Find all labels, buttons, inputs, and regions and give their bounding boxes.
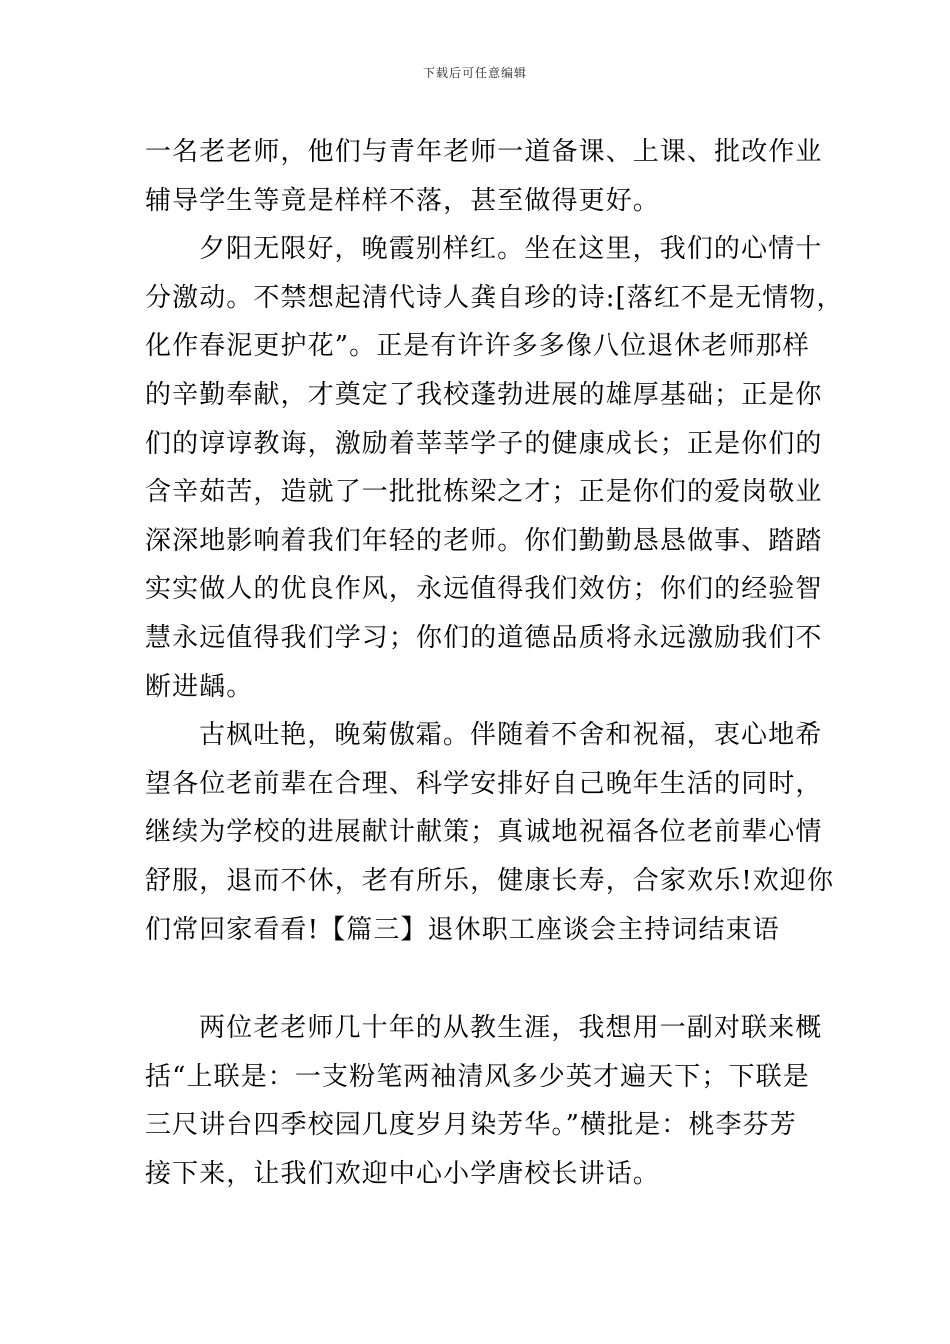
text-line: 含辛茹苦，造就了一批批栋梁之才；正是你们的爱岗敬业 <box>145 477 823 508</box>
text-line: 舒服，退而不休，老有所乐，健康长寿，合家欢乐!欢迎你 <box>145 865 835 896</box>
document-body <box>145 128 844 1198</box>
text-line: 接下来，让我们欢迎中心小学唐校长讲话。 <box>145 1158 660 1189</box>
text-line: 化作春泥更护花”。正是有许许多多像八位退休老师那样 <box>145 331 810 362</box>
text-line: 实实做人的优良作风，永远值得我们效仿；你们的经验智 <box>145 574 823 605</box>
text-line: 一名老老师，他们与青年老师一道备课、上课、批改作业 <box>145 137 823 167</box>
text-line: 夕阳无限好，晚霞别样红。坐在这里，我们的心情十 <box>199 234 823 265</box>
text-line: 深深地影响着我们年轻的老师。你们勤勤恳恳做事、踏踏 <box>145 525 823 556</box>
paragraph-1 <box>145 128 823 225</box>
text-line: 断进龋。 <box>145 671 254 702</box>
text-line: 三尺讲台四季校园几度岁月染芳华。”横批是：桃李芬芳 <box>145 1110 797 1141</box>
text-line: 辅导学生等竟是样样不落，甚至做得更好。 <box>145 185 660 216</box>
text-line: 继续为学校的进展献计献策；真诚地祝福各位老前辈心情 <box>145 817 823 848</box>
paragraph-2 <box>145 225 844 711</box>
text-line: 的辛勤奉献，才奠定了我校蓬勃进展的雄厚基础；正是你 <box>145 379 823 410</box>
paragraph-4 <box>145 1004 823 1198</box>
text-line: 古枫吐艳，晚菊傲霜。伴随着不舍和祝福，衷心地希 <box>199 720 823 751</box>
text-line: 两位老老师几十年的从教生涯，我想用一副对联来概 <box>199 1013 823 1044</box>
text-line: 们的谆谆教诲，激励着莘莘学子的健康成长；正是你们的 <box>145 428 823 459</box>
paragraph-3 <box>145 711 835 954</box>
text-line: 慧永远值得我们学习；你们的道德品质将永远激励我们不 <box>145 622 823 653</box>
page-header: 下载后可任意编辑 <box>422 66 527 80</box>
text-line: 望各位老前辈在合理、科学安排好自己晚年生活的同时， <box>145 768 823 799</box>
text-line: 们常回家看看!【篇三】退休职工座谈会主持词结束语 <box>145 914 780 945</box>
text-line: 分激动。不禁想起清代诗人龚自珍的诗:[落红不是无情物， <box>145 282 844 313</box>
text-line: 括“上联是：一支粉笔两袖清风多少英才遍天下；下联是 <box>145 1061 810 1092</box>
paragraph-gap <box>145 954 815 1004</box>
